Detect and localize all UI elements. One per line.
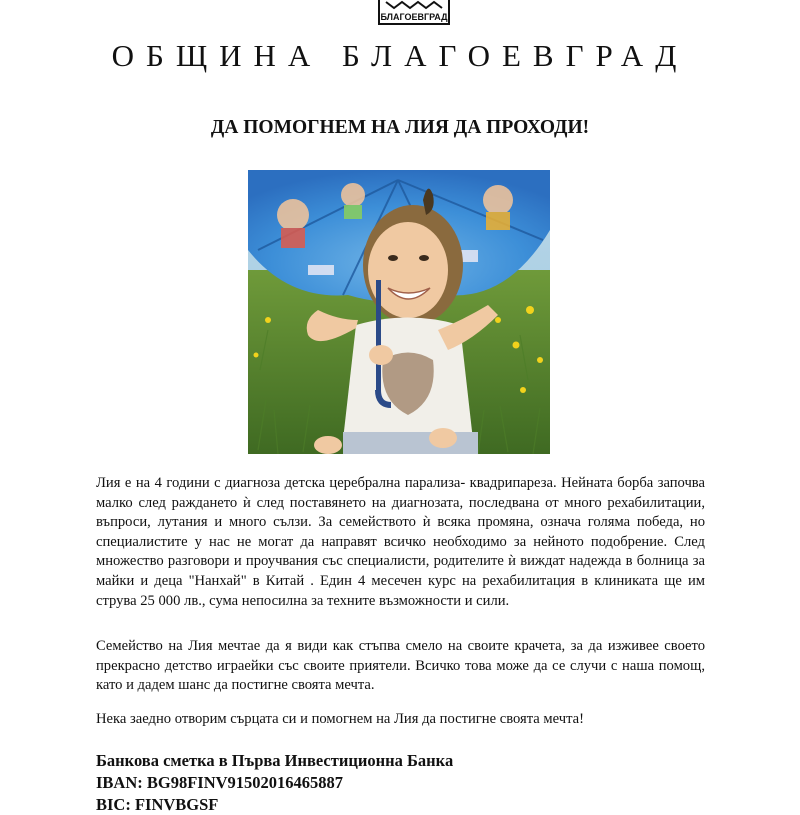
bank-account-label: Банкова сметка в Първа Инвестиционна Банка [96,751,454,770]
child-photo [248,170,550,454]
bic: BIC: FINVBGSF [96,795,219,814]
story-paragraph-3: Нека заедно отворим сърцата си и помогнем на Лия да постигне своята мечта! [96,711,584,727]
iban: IBAN: BG98FINV91502016465887 [96,773,344,792]
campaign-title: ДА ПОМОГНЕМ НА ЛИЯ ДА ПРОХОДИ! [210,117,590,138]
story-paragraph-2: Семейство на Лия мечтае да я види как стъпва смело на своите крачета, за да изживее своето прекрасно детство играейки със своите приятели. Всичко това може да се случи с наша помощ, като и дадем шанс да постигне своята мечта. [96,638,705,694]
municipality-name: ОБЩИНА БЛАГОЕВГРАД [111,38,689,73]
story-paragraph-1: Лия е на 4 години с диагноза детска церебрална парализа- квадрипареза. Нейната борба започва малко след раждането ѝ след поставянето на диагнозата, последвана от много рехабилитации, въпроси, лутания и много сълзи. За семейството ѝ всяка промяна, означа голяма победа, но специалистите у нас не могат да направят всичко необходимо за нейното подобрение. След множество разговори и проучвания със специалисти, родителите ѝ виждат надежда в болница за майки и деца "Нанхай" в Китай . Един 4 месечен курс на рехабилитация в клиниката ще им струва 25 000 лв., сума непосилна за техните възможности и сили. [96,475,705,609]
municipality-crest-logo [376,0,452,26]
svg-text:БЛАГОЕВГРАД: БЛАГОЕВГРАД [380,12,448,22]
